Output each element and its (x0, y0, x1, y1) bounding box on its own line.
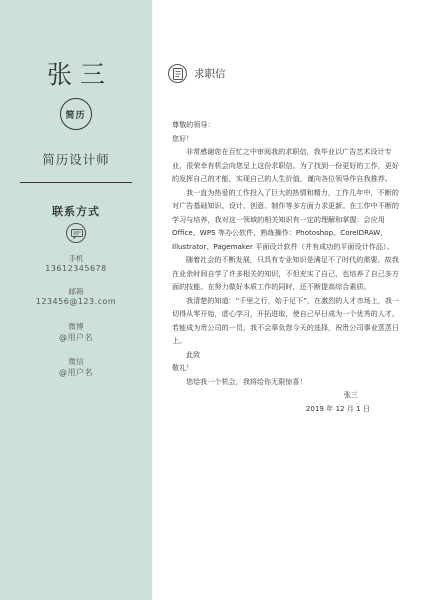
letter-greeting: 尊敬的领导： (172, 120, 215, 129)
letter-paragraph: 非常感谢您在百忙之中审阅我的求职信，我毕业以广告艺术设计专业，很荣幸有机会向您呈上这份求职信。为了找到一份更好的工作，更好的发挥自己的才能，实现自己的人生价值，谨向各位领导作自我推荐。 (172, 147, 399, 183)
letter-closing-1: 此致 (186, 349, 201, 359)
letter-title: 求职信 (194, 68, 226, 80)
letter-paragraph: 我清楚的知道：“千里之行，始于足下”，在激烈的人才市场上，我一切得从零开始，虚心学习，开拓进取，使自己早日成为一个优秀的人才。若能成为贵公司的一员，我不会辜负您今天的选择，祝贵公司事业蒸蒸日上。 (172, 295, 400, 345)
resume-logo-text: 简历 (65, 111, 86, 121)
weibo-value: @用户名 (59, 333, 93, 342)
letter-paragraph: 随着社会的不断发展，只具有专业知识是满足不了时代的需要。故我在业余时间自学了许多相关的知识，不但充实了自己，也培养了自己多方面的技能。在努力做好本质工作的同时，还不断提高综合素质。 (172, 255, 399, 291)
letter-closing-2: 敬礼！ (172, 363, 194, 372)
contact-heading: 联系方式 (52, 205, 100, 218)
sidebar (0, 0, 152, 600)
letter-body (172, 118, 404, 415)
wechat-label: 微信 (68, 357, 84, 366)
letter-section (152, 0, 424, 600)
email-label: 邮箱 (68, 287, 84, 296)
letter-paragraph: 我一直为热爱的工作投入了巨大的热情和精力，工作几年中，不断的对广告基础知识、设计、创意、制作等多方面力求更新。在工作中不断的学习与培养，我对这一领域的相关知识有一定的理解和掌握：会应用 Office、WPS 等办公软件，熟练操作：Photoshop、CorelDRAW、Illustrator、Pagemaker 平面设计软件（并有成功的平面设计作品）。 (172, 187, 399, 251)
resume-logo (60, 98, 92, 130)
job-title: 简历设计师 (42, 152, 110, 167)
candidate-name: 张三 (46, 60, 113, 89)
letter-plea: 您给我一个机会，我将给你无限惊喜！ (186, 376, 307, 386)
email-value: 123456@123.com (35, 297, 117, 306)
phone-label: 手机 (68, 254, 84, 263)
weibo-label: 微博 (68, 322, 84, 331)
letter-hello: 您好！ (172, 133, 194, 143)
document-icon (168, 64, 187, 83)
letter-date: 2019 年 12 月 1 日 (305, 403, 370, 413)
phone-value: 13612345678 (45, 264, 107, 273)
wechat-value: @用户名 (59, 368, 93, 377)
sidebar-divider (20, 182, 132, 183)
chat-icon (66, 223, 86, 243)
letter-signature: 张三 (343, 390, 358, 399)
